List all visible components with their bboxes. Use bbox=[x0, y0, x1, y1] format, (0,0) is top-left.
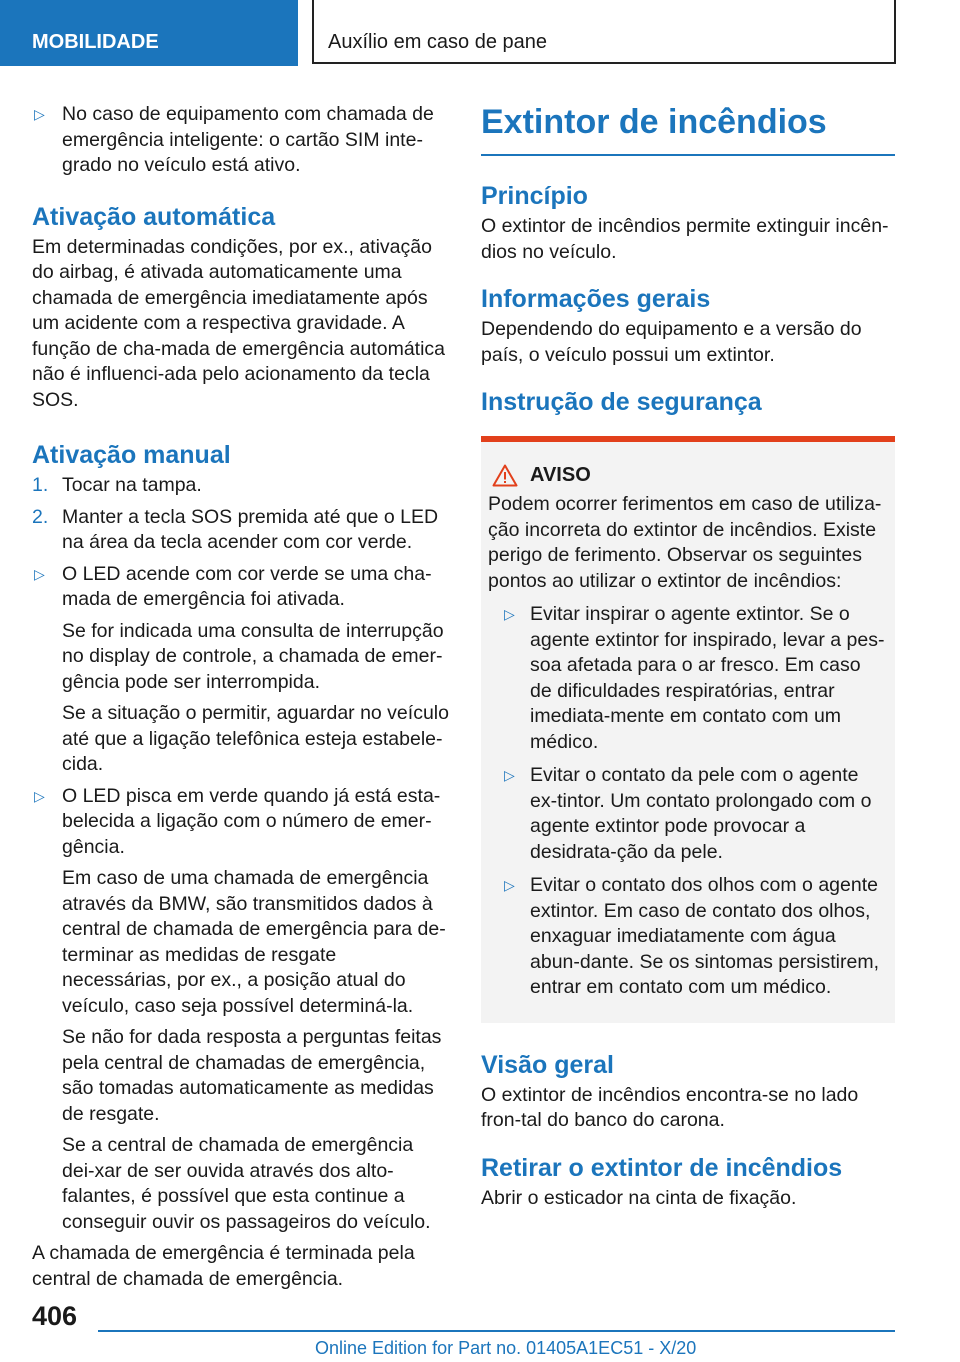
list-item bbox=[32, 562, 450, 613]
warning-title bbox=[488, 462, 887, 488]
heading-manual-activation: Ativação manual bbox=[32, 441, 231, 469]
footer-edition: Online Edition for Part no. 01405A1EC51 - X/20 bbox=[315, 1338, 697, 1358]
list-item-text: Evitar inspirar o agente extintor. Se o agente extintor for inspirado, levar a pes-soa afetada para o ar fresco. Em caso de dificuldades respiratórias, entrar imediata-mente em contato com um médico. bbox=[530, 603, 885, 753]
chapter-title: Auxílio em caso de pane bbox=[312, 0, 896, 64]
heading-general-info: Informações gerais bbox=[481, 285, 711, 313]
heading-overview: Visão geral bbox=[481, 1050, 614, 1079]
step-number: 2. bbox=[32, 505, 49, 528]
list-item-text: O LED pisca em verde quando já está esta-belecida a ligação com o número de emer-gência. bbox=[62, 784, 441, 858]
left-column bbox=[32, 102, 450, 1298]
paragraph: Dependendo do equipamento e a versão do país, o veículo possui um extintor. bbox=[481, 318, 862, 366]
paragraph: Em determinadas condições, por ex., ativação do airbag, é ativada automaticamente uma chamada de emergência imediatamente após um acidente com a respectiva gravidade. A função de cha-mada de emergência automática não é influenci-ada pelo acionamento da tecla SOS. bbox=[32, 235, 446, 411]
heading-principle: Princípio bbox=[481, 182, 588, 210]
step-number: 1. bbox=[32, 474, 49, 496]
warning-text: Podem ocorrer ferimentos em caso de utiliza-ção incorreta do extintor de incêndios. Existe perigo de ferimento. Observar os seguintes pontos ao utilizar o extintor de incêndios: bbox=[488, 493, 882, 592]
step-item bbox=[32, 473, 450, 499]
bullet-arrow-icon: ▷ bbox=[34, 787, 45, 804]
paragraph: Abrir o esticador na cinta de fixação. bbox=[481, 1186, 797, 1209]
step-item bbox=[32, 505, 450, 556]
sub-paragraph: Se a situação o permitir, aguardar no veículo até que a ligação telefônica esteja estabele-cida. bbox=[62, 702, 449, 775]
sub-paragraph: Em caso de uma chamada de emergência através da BMW, são transmitidos dados à central de chamada de emergência para de-terminar as medidas de resgate necessárias, por ex., a posição atual do veículo, caso seja possível determiná-la. bbox=[62, 867, 446, 1017]
bullet-arrow-icon: ▷ bbox=[34, 106, 45, 122]
list-item bbox=[494, 602, 887, 755]
warning-triangle-icon bbox=[492, 464, 518, 487]
page-number: 406 bbox=[32, 1301, 78, 1331]
bullet-arrow-icon: ▷ bbox=[504, 877, 515, 893]
warning-box bbox=[481, 442, 895, 1023]
paragraph: O extintor de incêndios encontra-se no lado fron-tal do banco do carona. bbox=[481, 1083, 859, 1131]
list-item bbox=[494, 763, 887, 865]
list-item bbox=[32, 102, 450, 179]
paragraph: O extintor de incêndios permite extinguir incên-dios no veículo. bbox=[481, 215, 889, 263]
page-title: Extintor de incêndios bbox=[481, 103, 827, 141]
list-item bbox=[32, 784, 450, 861]
list-item-text: O LED acende com cor verde se uma cha-mada de emergência foi ativada. bbox=[62, 562, 432, 610]
list-item-text: Evitar o contato dos olhos com o agente extintor. Em caso de contato dos olhos, enxaguar imediatamente com água abun-dante. Se os sintomas persistirem, entrar em contato com um médico. bbox=[530, 874, 880, 998]
step-text: Tocar na tampa. bbox=[62, 474, 202, 496]
step-text: Manter a tecla SOS premida até que o LED na área da tecla acender com cor verde. bbox=[62, 505, 439, 553]
heading-automatic-activation: Ativação automática bbox=[32, 202, 276, 231]
list-item-text: No caso de equipamento com chamada de emergência inteligente: o cartão SIM inte-grado no veículo está ativo. bbox=[62, 103, 434, 176]
sub-paragraph: Se a central de chamada de emergência dei-xar de ser ouvida através dos alto-falantes, é possível que esta continue a conseguir ouvir os passageiros do veículo. bbox=[62, 1134, 431, 1233]
list-item bbox=[494, 873, 887, 1001]
page-header bbox=[0, 0, 960, 66]
sub-paragraph: Se não for dada resposta a perguntas feitas pela central de chamadas de emergência, são tomadas automaticamente as medidas de resgate. bbox=[62, 1026, 442, 1125]
heading-safety: Instrução de segurança bbox=[481, 388, 762, 416]
bullet-arrow-icon: ▷ bbox=[504, 767, 515, 783]
footer-divider bbox=[98, 1330, 895, 1332]
bullet-arrow-icon: ▷ bbox=[504, 606, 515, 622]
warning-label: AVISO bbox=[530, 464, 591, 486]
paragraph: A chamada de emergência é terminada pela central de chamada de emergência. bbox=[32, 1242, 415, 1290]
sub-paragraph: Se for indicada uma consulta de interrupção no display de controle, a chamada de emer-gência pode ser interrompida. bbox=[62, 619, 444, 693]
section-tab: MOBILIDADE bbox=[0, 0, 298, 66]
title-divider bbox=[481, 154, 895, 156]
bullet-arrow-icon: ▷ bbox=[34, 565, 45, 582]
list-item-text: Evitar o contato da pele com o agente ex-tintor. Um contato prolongado com o agente extintor pode provocar a desidrata-ção da pele. bbox=[530, 764, 872, 863]
heading-remove: Retirar o extintor de incêndios bbox=[481, 1153, 843, 1182]
right-column bbox=[481, 100, 895, 1217]
